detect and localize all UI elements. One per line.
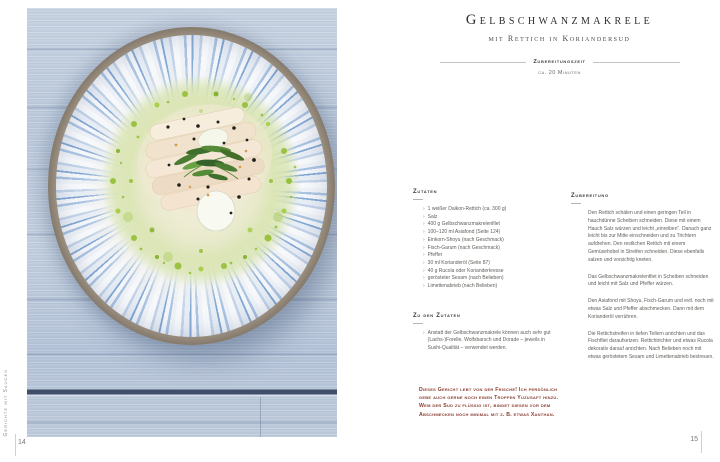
divider-line-right <box>593 62 680 63</box>
ceramic-plate <box>48 27 335 345</box>
ingredient-item: › gerösteter Sesam (nach Belieben) <box>423 275 504 282</box>
ingredient-item: › Pfeffer <box>423 252 443 259</box>
page-number-rule-left <box>15 434 16 456</box>
list-bullet: › <box>423 283 425 290</box>
page-number-rule-right <box>701 431 702 453</box>
heading-dash <box>413 199 423 200</box>
list-bullet: › <box>423 259 425 266</box>
heading-dash <box>413 323 423 324</box>
note-item: › Anstatt der Gelbschwanzmakrele können auch sehr gut (Lachs-)Forelle, Wolfsbarsch und Dorade – jeweils in Sushi-Qualität – verwendet werden. <box>423 330 551 351</box>
preparation-paragraph: Das Gelbschwanzmakrelenfilet in Scheiben schneiden und leicht mit Salz und Pfeffer würzen. <box>588 273 709 288</box>
list-bullet: › <box>423 213 425 220</box>
ingredient-item: › Salz <box>423 213 438 220</box>
page-number-right: 15 <box>690 436 698 443</box>
list-bullet: › <box>423 206 425 212</box>
ingredient-item: › 100–120 ml Asiafond (Seite 124) <box>423 229 501 236</box>
heading-dash <box>571 203 581 204</box>
dish-photo <box>27 8 337 437</box>
list-bullet: › <box>423 267 425 274</box>
list-bullet: › <box>423 330 425 336</box>
ingredients-list <box>413 206 563 291</box>
list-bullet: › <box>423 236 425 243</box>
preparation-paragraph: Die Rettichstreifen in tiefen Tellern anrichten und das Fischfilet daraufsetzen. Rettichtrichter und etwas Rucola dekorativ darauf anrichten. Nach Belieben noch mit etwas geröstetem Sesam und Limettenabrieb bestreuen. <box>588 330 714 360</box>
notes-heading: Zu den Zutaten <box>413 313 461 319</box>
preparation-steps <box>588 210 714 362</box>
ingredient-item: › 40 g Rucola oder Korianderkresse <box>423 267 504 274</box>
dish-garnish-illustration <box>48 27 335 345</box>
ingredient-item: › Einkorn-Shoyu (nach Geschmack) <box>423 236 504 243</box>
preparation-paragraph: Den Asiafond mit Shoyu, Fisch-Garum und evtl. noch mit etwas Salz und Pfeffer abschmecken. Dann mit dem Korianderöl verrühren. <box>588 298 714 320</box>
prep-time-divider <box>440 59 680 65</box>
ingredient-item: › 1 weißer Daikon-Rettich (ca. 300 g) <box>423 206 507 212</box>
preparation-heading: Zubereitung <box>571 193 609 199</box>
wood-plank-joint <box>260 397 261 437</box>
ingredient-item: › 400 g Gelbschwanzmakrelenfilet <box>423 221 500 228</box>
preparation-section <box>571 193 714 371</box>
recipe-subtitle: mit Rettich in Koriandersud <box>488 34 631 43</box>
list-bullet: › <box>423 275 425 282</box>
ingredients-section <box>413 189 563 291</box>
recipe-title: Gelbschwanzmakrele <box>465 12 654 28</box>
prep-time-value: ca. 20 Minuten <box>538 70 581 76</box>
ingredient-item: › 30 ml Korianderöl (Seite 87) <box>423 259 490 266</box>
ingredients-heading: Zutaten <box>413 189 438 195</box>
prep-time-label: Zubereitungszeit <box>533 59 586 65</box>
list-bullet: › <box>423 221 425 228</box>
list-bullet: › <box>423 229 425 236</box>
divider-line-left <box>440 62 527 63</box>
preparation-paragraph: Den Rettich schälen und einen geringen Teil in hauchdünne Scheiben schneiden. Diese mit einem Hauch Salz würzen und leicht „einreiben“. Danach ganz leicht bis zur Mitte einschneiden und zu Trichtern aufdrehen. Den restlichen Rettich mit einem Gemüsehobel in Streifen schneiden. Diese ebenfalls salzen und vorsichtig kneten. <box>588 210 712 263</box>
ingredient-notes-section <box>413 313 565 352</box>
ingredient-item: › Limettenabrieb (nach Belieben) <box>423 283 498 290</box>
ingredient-item: › Fisch-Garum (nach Geschmack) <box>423 244 500 251</box>
page-number-left: 14 <box>18 439 26 446</box>
list-bullet: › <box>423 252 425 259</box>
chapter-sidebar-label: Gerichte mit Saucen <box>3 368 9 436</box>
list-bullet: › <box>423 244 425 251</box>
recipe-header <box>417 12 702 76</box>
chef-tip: Dieses Gericht lebt von der Frische! Ich persönlich gebe auch gerne noch einen Tropfen Yuzusaft hinzu. Wem der Sud zu flüssig ist, bindet diesen vor dem Abschmecken noch minimal mit z. B. etwas Xanthan. <box>419 387 559 418</box>
